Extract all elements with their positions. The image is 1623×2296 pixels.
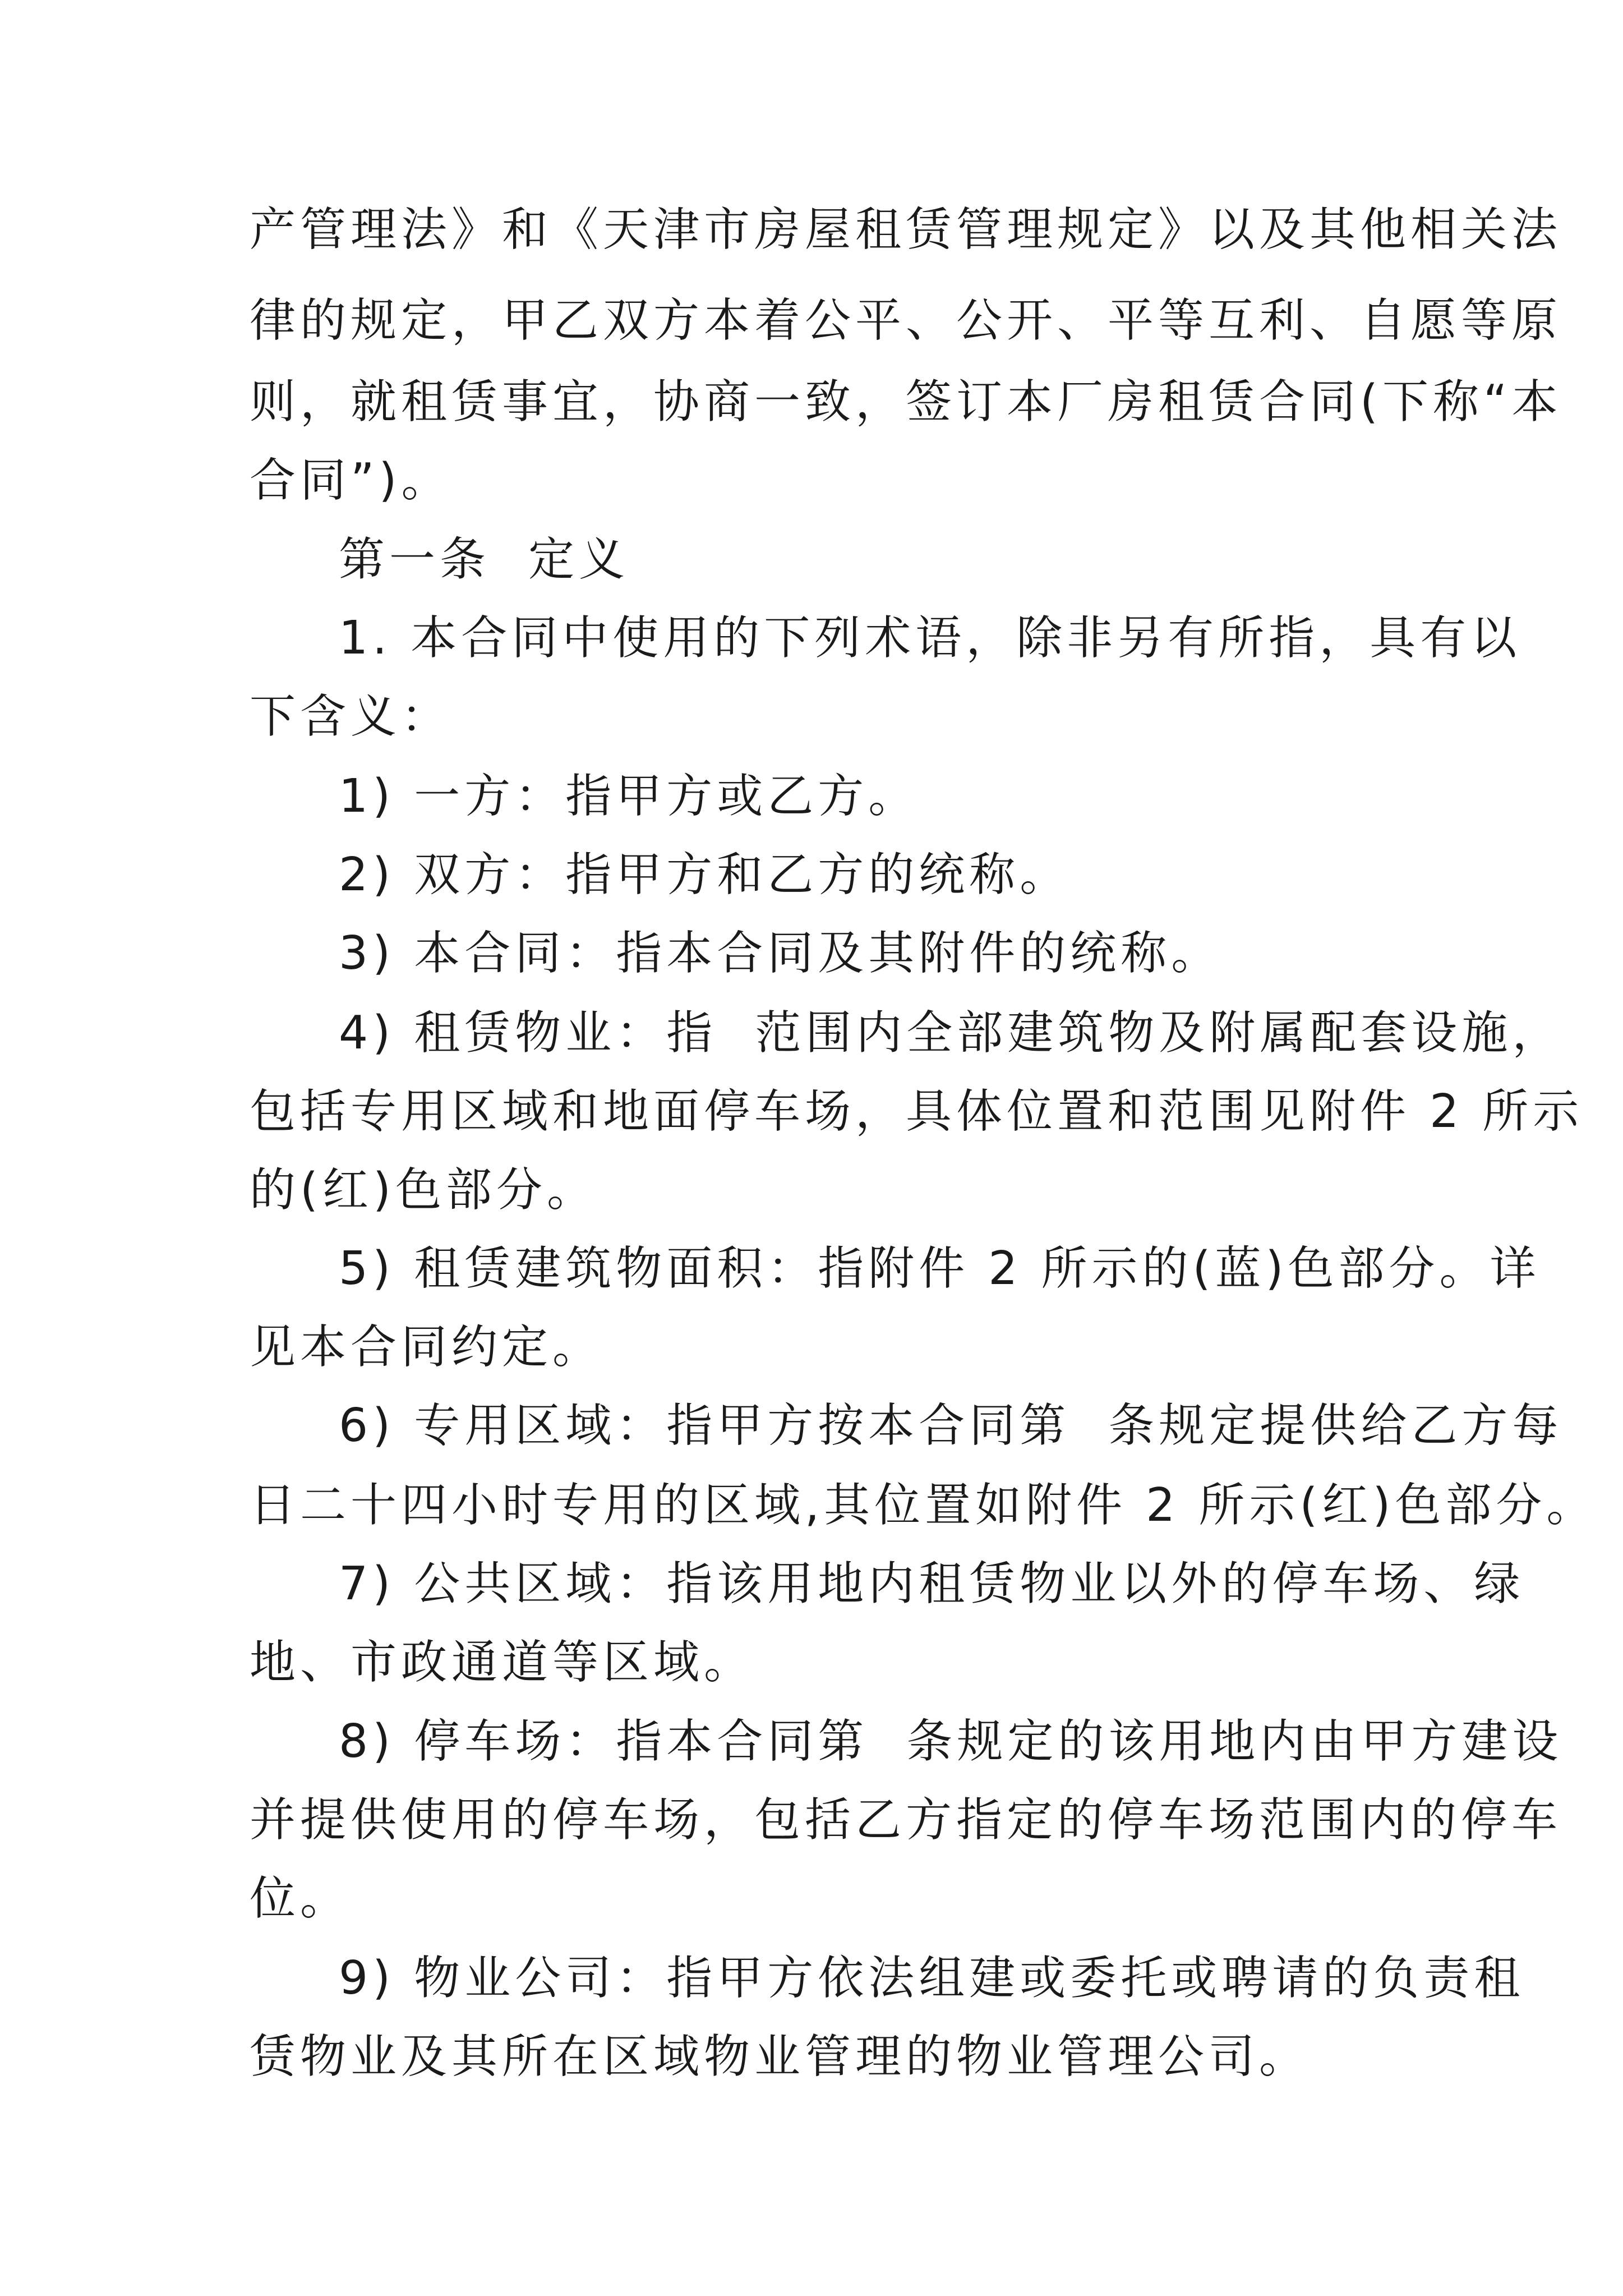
line-text: 位。 <box>250 1872 351 1925</box>
text-line <box>0 1775 1623 1865</box>
text-line <box>0 185 1623 275</box>
line-text: 1) 一方：指甲方或乙方。 <box>339 770 919 823</box>
text-line <box>0 357 1623 447</box>
line-text: 6) 专用区域：指甲方按本合同第 条规定提供给乙方每 <box>339 1399 1563 1452</box>
line-text: 包括专用区域和地面停车场，具体位置和范围见附件 2 所示 <box>250 1085 1584 1138</box>
text-line <box>0 436 1623 526</box>
text-line <box>0 1145 1623 1235</box>
text-line <box>0 276 1623 366</box>
text-line <box>0 988 1623 1078</box>
section-heading <box>0 515 1623 605</box>
text-line <box>0 1854 1623 1944</box>
line-text: 3) 本合同：指本合同及其附件的统称。 <box>339 927 1222 980</box>
line-text: 地、市政通道等区域。 <box>250 1636 755 1689</box>
text-line <box>0 1303 1623 1392</box>
text-line <box>0 1697 1623 1787</box>
text-line <box>0 672 1623 762</box>
line-text: 1. 本合同中使用的下列术语，除非另有所指，具有以 <box>339 611 1521 665</box>
line-text: 见本合同约定。 <box>250 1320 603 1374</box>
line-text: 则，就租赁事宜，协商一致，签订本厂房租赁合同(下称“本 <box>250 375 1562 429</box>
line-text: 日二十四小时专用的区域,其位置如附件 2 所示(红)色部分。 <box>250 1479 1597 1532</box>
text-line <box>0 830 1623 920</box>
line-text: 4) 租赁物业：指 范围内全部建筑物及附属配套设施， <box>339 1006 1563 1060</box>
text-line <box>0 1461 1623 1550</box>
text-line <box>0 1381 1623 1471</box>
line-text: 并提供使用的停车场，包括乙方指定的停车场范围内的停车 <box>250 1793 1562 1847</box>
text-line <box>0 2012 1623 2102</box>
text-line <box>0 1618 1623 1708</box>
line-text: 2) 双方：指甲方和乙方的统称。 <box>339 848 1071 901</box>
line-text: 律的规定，甲乙双方本着公平、公开、平等互利、自愿等原 <box>250 294 1562 347</box>
line-text: 5) 租赁建筑物面积：指附件 2 所示的(蓝)色部分。详 <box>339 1242 1541 1295</box>
text-line <box>0 1539 1623 1629</box>
line-text: 8) 停车场：指本合同第 条规定的该用地内由甲方建设 <box>339 1715 1563 1768</box>
line-text: 9) 物业公司：指甲方依法组建或委托或聘请的负责租 <box>339 1952 1525 2005</box>
text-line <box>0 593 1623 683</box>
text-line <box>0 1224 1623 1314</box>
line-text: 产管理法》和《天津市房屋租赁管理规定》以及其他相关法 <box>250 203 1562 256</box>
line-text: 赁物业及其所在区域物业管理的物业管理公司。 <box>250 2030 1310 2083</box>
line-text: 下含义： <box>250 690 452 743</box>
heading-text: 第一条 定义 <box>339 533 630 586</box>
line-text: 的(红)色部分。 <box>250 1163 597 1217</box>
line-text: 7) 公共区域：指该用地内租赁物业以外的停车场、绿 <box>339 1557 1525 1611</box>
text-line <box>0 1067 1623 1157</box>
text-line <box>0 752 1623 841</box>
text-line <box>0 909 1623 999</box>
line-text: 合同”)。 <box>250 454 452 507</box>
text-line <box>0 1934 1623 2023</box>
